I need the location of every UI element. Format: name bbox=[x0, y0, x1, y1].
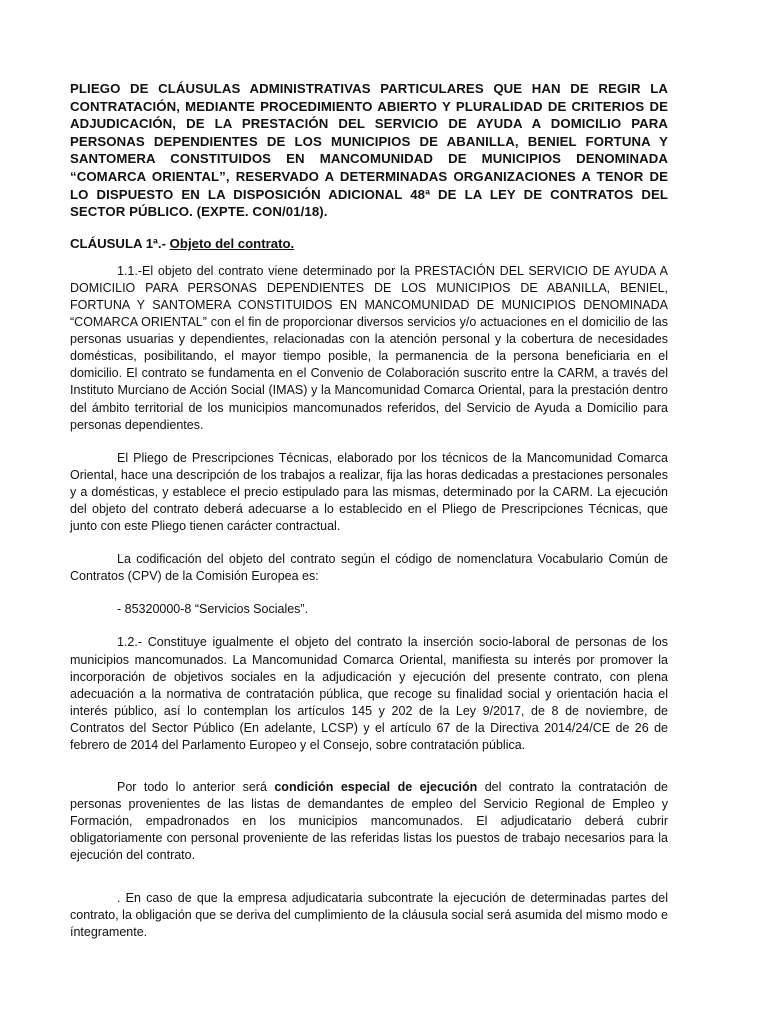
condicion-text-before: Por todo lo anterior será bbox=[117, 780, 275, 795]
clause-number: CLÁUSULA 1ª.- bbox=[70, 235, 170, 251]
paragraph-condicion-especial bbox=[70, 779, 668, 864]
condicion-text-after: del contrato la contratación de personas provenientes de las listas de demandantes de empleo del Servicio Regional de Empleo y Formación, empadronados en los municipios mancomunados. El adjudicatario deberá cubrir obligatoriamente con personal proveniente de las referidas listas los puestos de trabajo necesarios para la ejecución del contrato. bbox=[70, 780, 668, 863]
document-title: PLIEGO DE CLÁUSULAS ADMINISTRATIVAS PARTICULARES QUE HAN DE REGIR LA CONTRATACIÓN, MEDIANTE PROCEDIMIENTO ABIERTO Y PLURALIDAD DE CRITERIOS DE ADJUDICACIÓN, DE LA PRESTACIÓN DEL SERVICIO DE AYUDA A DOMICILIO PARA PERSONAS DEPENDIENTES DE LOS MUNICIPIOS DE ABANILLA, BENIEL FORTUNA Y SANTOMERA CONSTITUIDOS EN MANCOMUNIDAD DE MUNICIPIOS DENOMINADA “COMARCA ORIENTAL”, RESERVADO A DETERMINADAS ORGANIZACIONES A TENOR DE LO DISPUESTO EN LA DISPOSICIÓN ADICIONAL 48ª DE LA LEY DE CONTRATOS DEL SECTOR PÚBLICO. (EXPTE. CON/01/18). bbox=[70, 81, 668, 220]
paragraph-subcontratacion: . En caso de que la empresa adjudicataria subcontrate la ejecución de determinadas partes del contrato, la obligación que se deriva del cumplimiento de la cláusula social será asumida del mismo modo e íntegramente. bbox=[70, 890, 668, 939]
paragraph-cpv-intro: La codificación del objeto del contrato según el código de nomenclatura Vocabulario Común de Contratos (CPV) de la Comisión Europea es: bbox=[70, 552, 668, 584]
condicion-especial-bold: condición especial de ejecución bbox=[274, 780, 478, 795]
paragraph-pliego-prescripciones: El Pliego de Prescripciones Técnicas, elaborado por los técnicos de la Mancomunidad Comarca Oriental, hace una descripción de los trabajos a realizar, fija las horas dedicadas a prestaciones personales y a domésticas, y establece el precio estipulado para las mismas, determinado por la CARM. La ejecución del objeto del contrato deberá adecuarse a lo establecido en el Pliego de Prescripciones Técnicas, que junto con este Pliego tienen carácter contractual. bbox=[70, 450, 668, 534]
document-page bbox=[70, 80, 668, 957]
clause-heading bbox=[70, 235, 668, 252]
paragraph-1-1: 1.1.-El objeto del contrato viene determinado por la PRESTACIÓN DEL SERVICIO DE AYUDA A DOMICILIO PARA PERSONAS DEPENDIENTES DE LOS MUNICIPIOS DE ABANILLA, BENIEL, FORTUNA Y SANTOMERA CONSTITUIDOS EN MANCOMUNIDAD DE MUNICIPIOS DENOMINADA “COMARCA ORIENTAL” con el fin de proporcionar diversos servicios y/o actuaciones en el domicilio de las personas usuarias y dependientes, relacionadas con la atención personal y la cobertura de necesidades domésticas, posibilitando, el mayor tiempo posible, la permanencia de la persona beneficiaria en el domicilio. El contrato se fundamenta en el Convenio de Colaboración suscrito entre la CARM, a través del Instituto Murciano de Acción Social (IMAS) y la Mancomunidad Comarca Oriental, para la prestación dentro del ámbito territorial de los municipios mancomunados referidos, del Servicio de Ayuda a Domicilio para personas dependientes. bbox=[70, 263, 668, 432]
paragraph-cpv-code: - 85320000-8 “Servicios Sociales”. bbox=[117, 602, 309, 617]
clause-name: Objeto del contrato. bbox=[169, 235, 295, 251]
paragraph-1-2: 1.2.- Constituye igualmente el objeto del contrato la inserción socio-laboral de personas de los municipios mancomunados. La Mancomunidad Comarca Oriental, manifiesta su interés por promover la incorporación de objetivos sociales en la adjudicación y ejecución del presente contrato, con plena adecuación a la normativa de contratación pública, que recoge su finalidad social y orientación hacia el interés público, así lo contemplan los artículos 145 y 202 de la Ley 9/2017, de 8 de noviembre, de Contratos del Sector Público (En adelante, LCSP) y el artículo 67 de la Directiva 2014/24/CE de 26 de febrero de 2014 del Parlamento Europeo y el Consejo, sobre contratación pública. bbox=[70, 635, 668, 752]
